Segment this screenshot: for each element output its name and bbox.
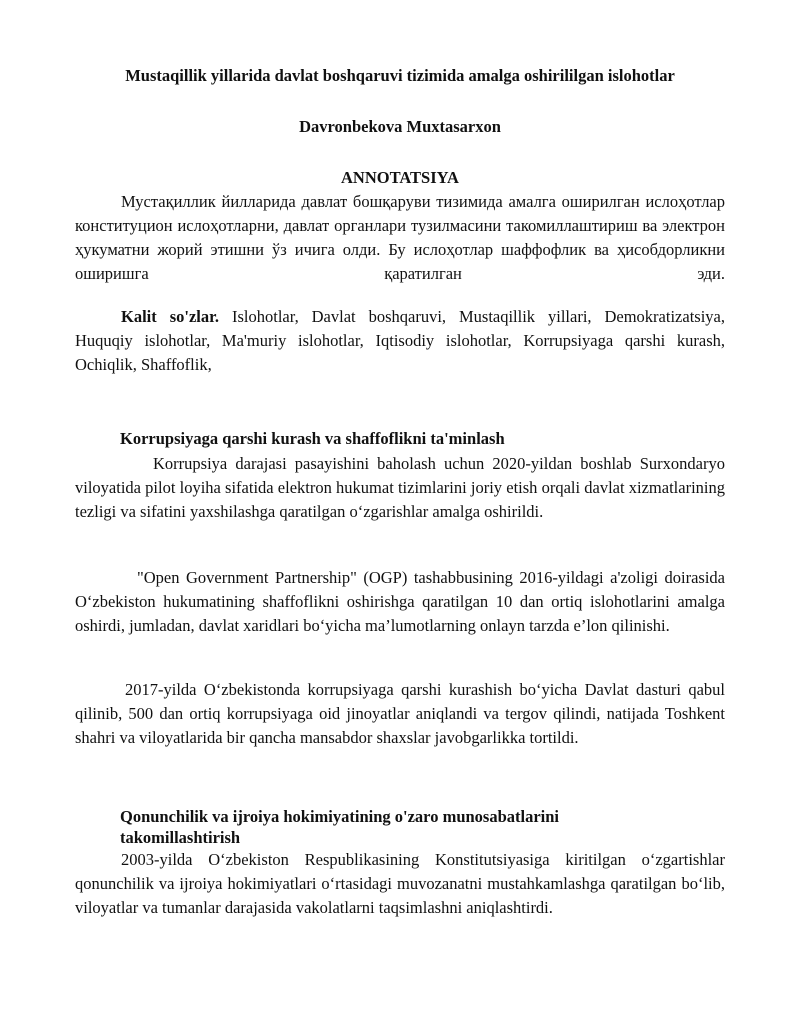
- author-name: Davronbekova Muxtasarxon: [299, 117, 501, 136]
- keywords-label: Kalit so'zlar.: [121, 307, 220, 326]
- annotation-paragraph: Мустақиллик йилларида давлат бошқаруви тизимида амалга оширилган ислоҳотлар конституцион ислоҳотларни, давлат органлари тузилмасини такомиллаштириш ва электрон ҳукуматни жорий этишни ўз ичига олди. Бу ислоҳотлар шаффофлик ва ҳисобдорликни оширишга қаратилган эди.: [75, 192, 725, 283]
- section1-heading: Korrupsiyaga qarshi kurash va shaffoflikni ta'minlash: [120, 429, 505, 448]
- document-title: Mustaqillik yillarida davlat boshqaruvi tizimida amalga oshirililgan islohotlar: [125, 66, 675, 85]
- annotation-heading: ANNOTATSIYA: [341, 168, 459, 187]
- section1-paragraph-1: Korrupsiya darajasi pasayishini baholash uchun 2020-yildan boshlab Surxondaryo viloyatida pilot loyiha sifatida elektron hukumat tizimlarini joriy etish orqali davlat xizmatlarining tezligi va sifatini yaxshilashga qaratilgan oʻzgarishlar amalga oshirildi.: [75, 454, 725, 521]
- keywords-paragraph: [75, 305, 725, 377]
- keywords-list: Islohotlar, Davlat boshqaruvi, Mustaqillik yillari, Demokratizatsiya, Huquqiy islohotlar, Ma'muriy islohotlar, Iqtisodiy islohotlar, Korrupsiyaga qarshi kurash, Ochiqlik, Shaffoflik,: [75, 307, 725, 374]
- section1-paragraph-2: "Open Government Partnership" (OGP) tashabbusining 2016-yildagi a'zoligi doirasida Oʻzbekiston hukumatining shaffoflikni oshirishga qaratilgan 10 dan ortiq islohotlarini amalga oshirdi, jumladan, davlat xaridlari boʻyicha ma’lumotlarning onlayn tarzda e’lon qilinishi.: [75, 568, 725, 635]
- section2-paragraph-1: 2003-yilda Oʻzbekiston Respublikasining Konstitutsiyasiga kiritilgan oʻzgartishlar qonunchilik va ijroiya hokimiyatlari oʻrtasidagi muvozanatni mustahkamlashga qaratilgan boʻlib, viloyatlar va tumanlar darajasida vakolatlarni taqsimlashni aniqlashtirdi.: [75, 850, 725, 917]
- section1-paragraph-3: 2017-yilda Oʻzbekistonda korrupsiyaga qarshi kurashish boʻyicha Davlat dasturi qabul qilinib, 500 dan ortiq korrupsiyaga oid jinoyatlar aniqlandi va tergov qilindi, natijada Toshkent shahri va viloyatlarida bir qancha mansabdor shaxslar javobgarlikka tortildi.: [75, 680, 725, 747]
- section2-heading: Qonunchilik va ijroiya hokimiyatining o'zaro munosabatlarini takomillashtirish: [120, 807, 560, 847]
